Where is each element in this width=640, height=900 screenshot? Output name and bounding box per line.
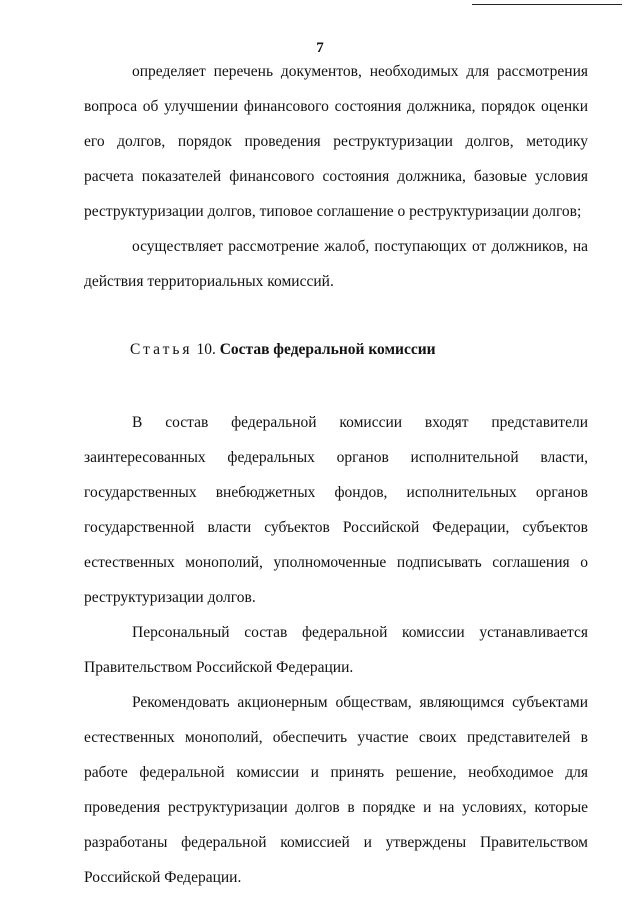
paragraph: Рекомендовать акционерным обществам, являющимся субъектами естественных монополий, обеспечить участие своих представителей в работе федеральной комиссии и принять решение, необходимое для проведения реструктуризации долгов в порядке и на условиях, которые разработаны федеральной комиссией и утверждены Правительством Российской Федерации. (84, 694, 588, 886)
paragraph: В состав федеральной комиссии входят представители заинтересованных федеральных органов исполнительной власти, государственных внебюджетных фондов, исполнительных органов государственной власти субъектов Российской Федерации, субъектов естественных монополий, уполномоченные подписывать соглашения о реструктуризации долгов. (84, 414, 588, 606)
article-number: 10. (196, 341, 216, 358)
paragraph: Персональный состав федеральной комиссии устанавливается Правительством Российской Федерации. (84, 624, 588, 676)
document-body (84, 54, 588, 895)
article-heading (84, 332, 588, 367)
paragraph: осуществляет рассмотрение жалоб, поступающих от должников, на действия территориальных комиссий. (84, 238, 588, 290)
article-label: Статья (130, 341, 193, 358)
top-rule (472, 4, 622, 5)
paragraph: определяет перечень документов, необходимых для рассмотрения вопроса об улучшении финансового состояния должника, порядок оценки его долгов, порядок проведения реструктуризации долгов, методику расчета показателей финансового состояния должника, базовые условия реструктуризации долгов, типовое соглашение о реструктуризации долгов; (84, 63, 588, 220)
article-title: Состав федеральной комиссии (219, 341, 436, 358)
page-number: 7 (316, 40, 324, 56)
